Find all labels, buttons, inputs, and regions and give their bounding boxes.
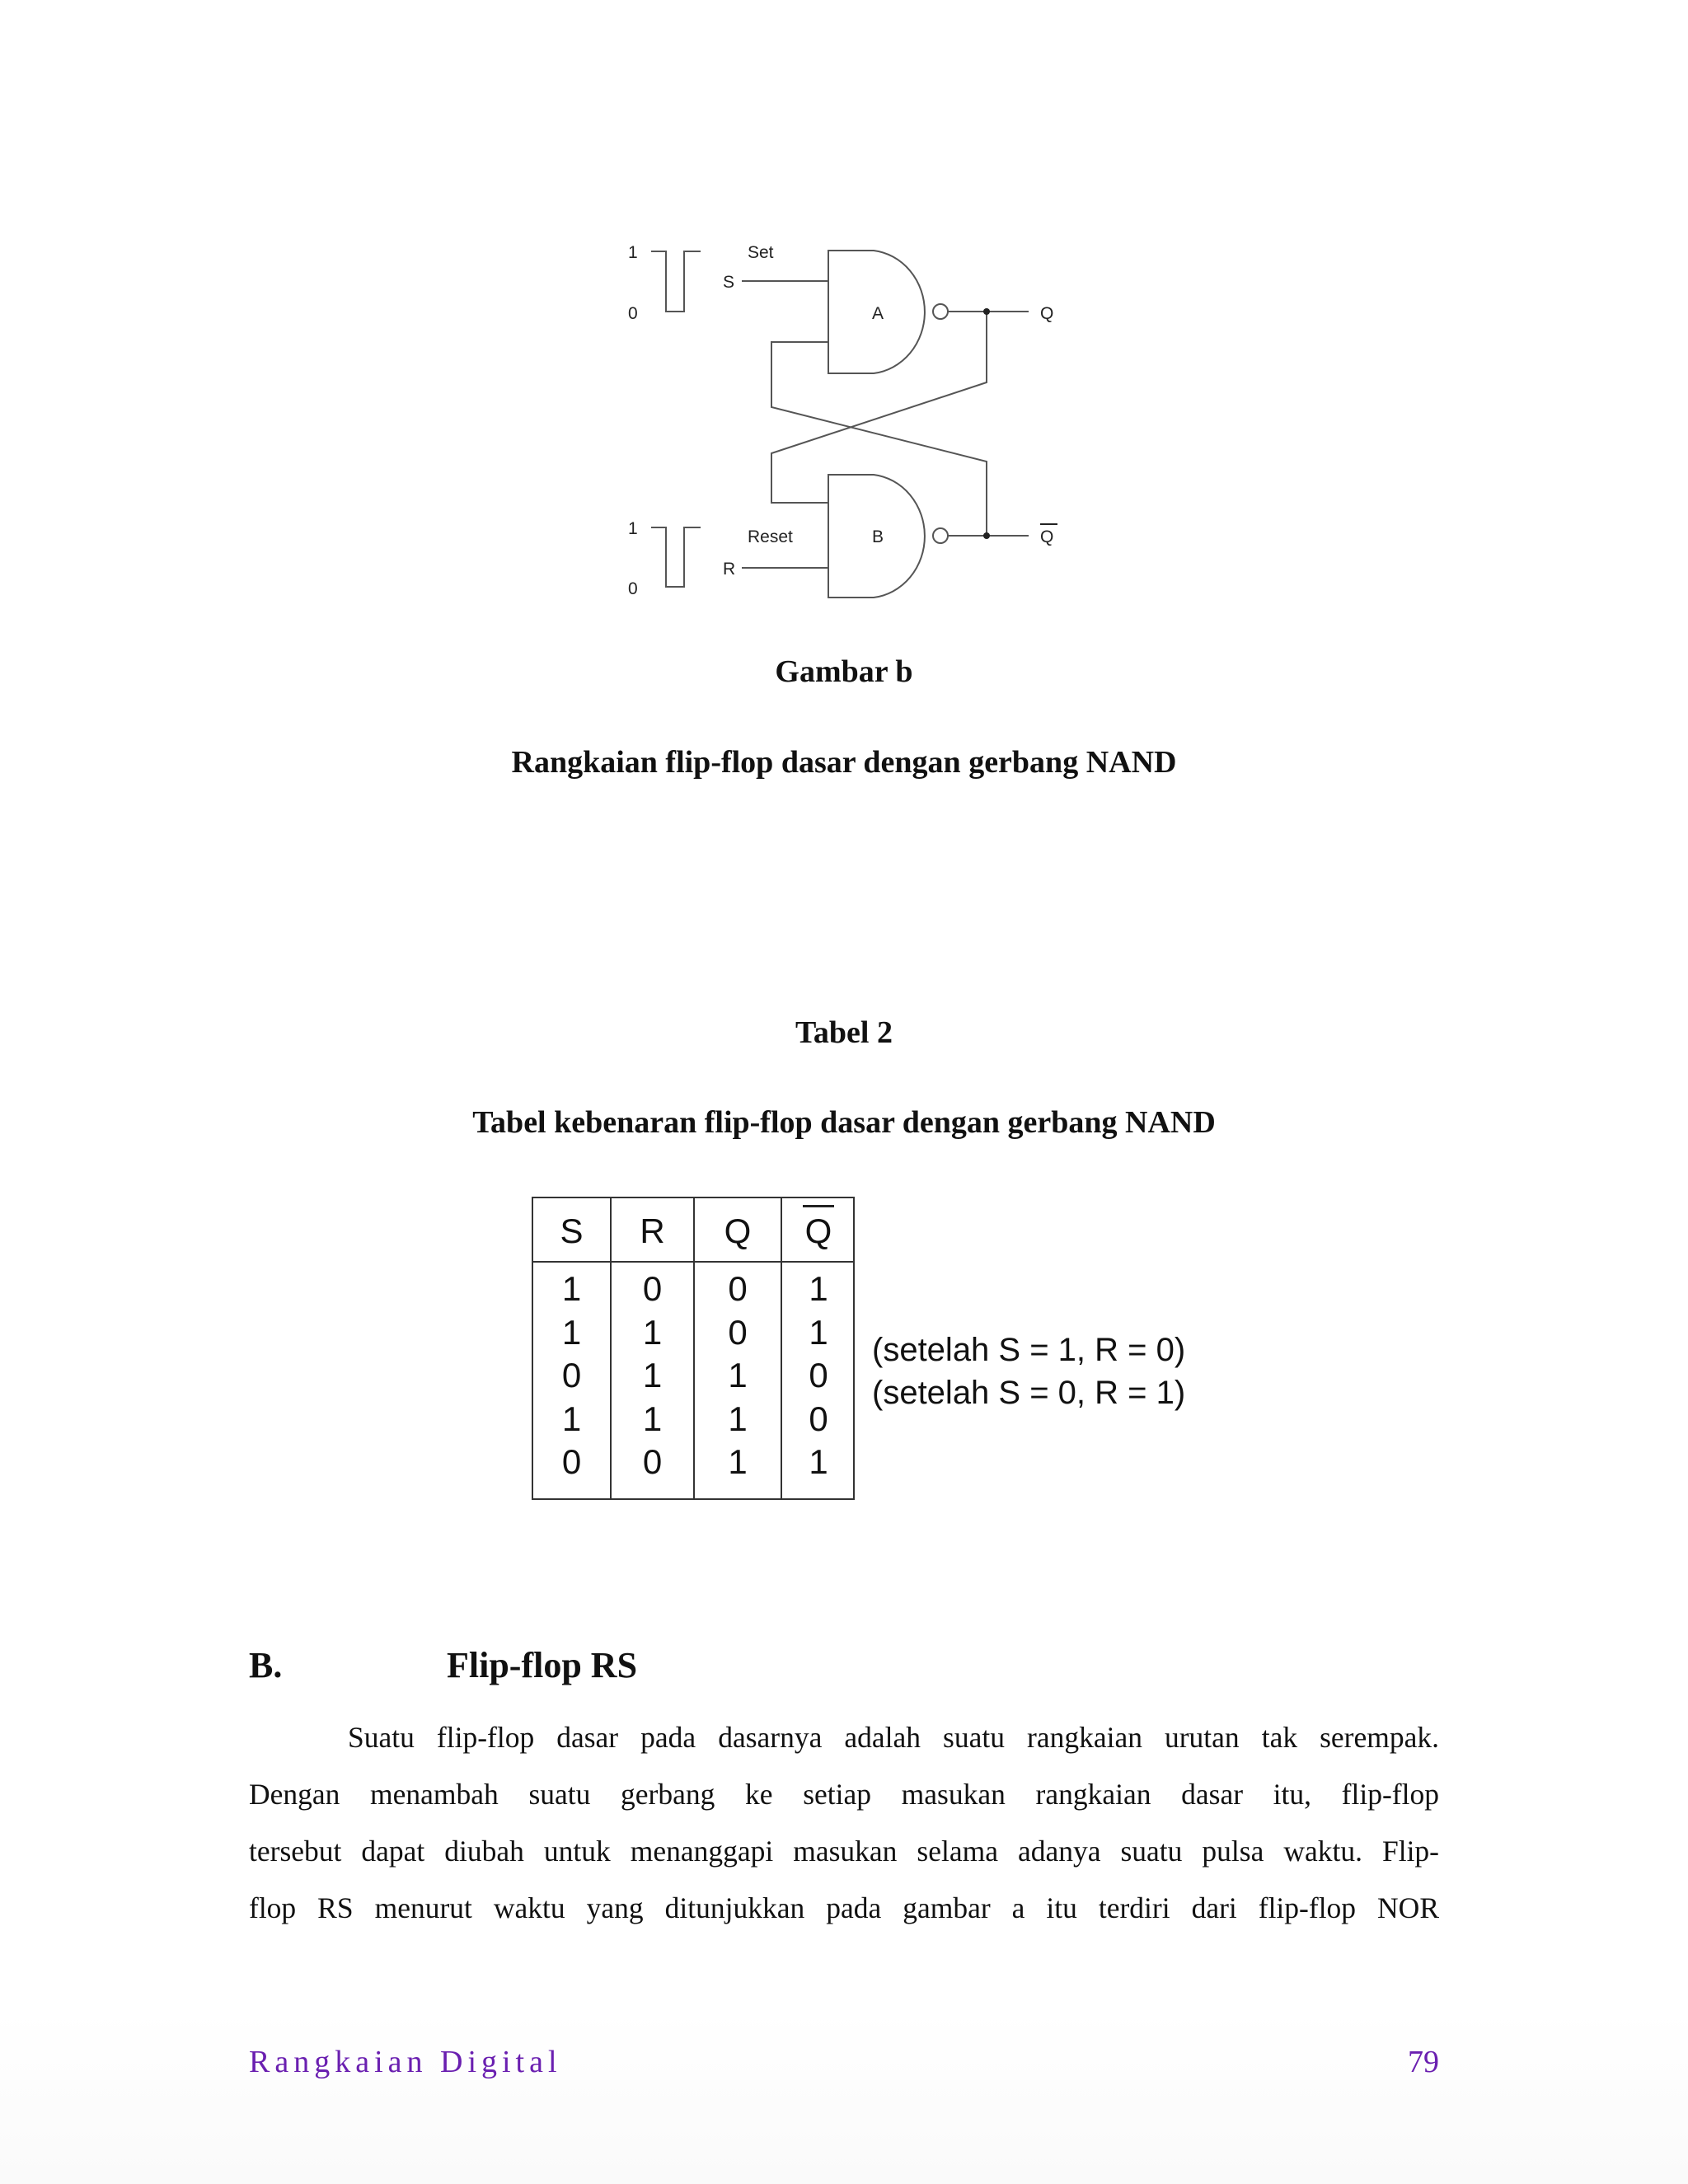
table-cell: 0 xyxy=(809,1356,828,1394)
set-label: Set xyxy=(748,243,774,262)
table-cell: 1 xyxy=(809,1269,828,1308)
column-header: S xyxy=(533,1198,610,1263)
paragraph-line: flop RS menurut waktu yang ditunjukkan pada gambar a itu terdiri dari flip-flop NOR xyxy=(249,1891,1439,1924)
table-note: (setelah S = 0, R = 1) xyxy=(872,1375,1186,1411)
truth-column-s xyxy=(533,1198,612,1498)
table-cell: 1 xyxy=(642,1399,663,1438)
table-cell: 1 xyxy=(561,1312,582,1352)
reset-pulse-low: 0 xyxy=(628,579,638,598)
table-note: (setelah S = 1, R = 0) xyxy=(872,1332,1186,1368)
r-label: R xyxy=(723,560,736,579)
reset-pulse-waveform xyxy=(651,527,701,587)
table-cell: 0 xyxy=(561,1356,582,1394)
table-cell: 0 xyxy=(561,1442,582,1481)
table-cell: 0 xyxy=(809,1399,828,1438)
truth-table-notes xyxy=(872,1329,1185,1414)
paragraph-line: Suatu flip-flop dasar pada dasarnya adalah suatu rangkaian urutan tak serempak. xyxy=(348,1721,1439,1754)
table-cell: 1 xyxy=(561,1399,582,1438)
table-cell: 1 xyxy=(809,1442,828,1481)
q-junction-dot xyxy=(983,308,990,315)
q-label: Q xyxy=(1040,304,1054,323)
table-cell: 0 xyxy=(642,1442,663,1481)
table-cell: 1 xyxy=(561,1269,582,1308)
paragraph-line: tersebut dapat diubah untuk menanggapi masukan selama adanya suatu pulsa waktu. Flip- xyxy=(249,1835,1439,1868)
reset-pulse-high: 1 xyxy=(628,519,638,538)
qbar-junction-dot xyxy=(983,532,990,539)
figure-caption: Rangkaian flip-flop dasar dengan gerbang NAND xyxy=(511,745,1177,780)
q-feedback-wire xyxy=(771,312,987,503)
table-cell: 0 xyxy=(642,1269,663,1308)
section-letter: B. xyxy=(249,1645,283,1685)
table-title: Tabel 2 xyxy=(795,1015,893,1050)
nand-flip-flop-diagram xyxy=(0,0,1688,626)
gate-b-label: B xyxy=(872,527,884,546)
qbar-label: Q xyxy=(1040,527,1054,546)
footer-book-title: Rangkaian Digital xyxy=(249,2045,562,2079)
section-title: Flip-flop RS xyxy=(447,1645,638,1685)
footer-band xyxy=(0,2011,1688,2184)
paragraph-line: Dengan menambah suatu gerbang ke setiap masukan rangkaian dasar itu, flip-flop xyxy=(249,1778,1439,1811)
section-paragraph xyxy=(249,1709,1439,1937)
column-header xyxy=(782,1198,855,1263)
s-label: S xyxy=(723,273,735,292)
table-cell: 1 xyxy=(809,1312,828,1352)
truth-column-q xyxy=(695,1198,782,1498)
column-header: Q xyxy=(695,1198,781,1263)
gate-a-label: A xyxy=(872,304,884,323)
table-cell: 1 xyxy=(728,1399,748,1438)
truth-column-qbar xyxy=(782,1198,855,1498)
set-pulse-low: 0 xyxy=(628,304,638,323)
gate-a-bubble xyxy=(933,304,948,319)
table-cell: 0 xyxy=(728,1269,748,1308)
table-cell: 1 xyxy=(642,1356,663,1394)
page-number: 79 xyxy=(1408,2045,1439,2079)
table-cell: 0 xyxy=(728,1312,748,1352)
truth-table xyxy=(532,1197,855,1500)
table-cell: 1 xyxy=(642,1312,663,1352)
table-caption: Tabel kebenaran flip-flop dasar dengan gerbang NAND xyxy=(472,1105,1216,1140)
qbar-header: Q xyxy=(805,1198,832,1264)
column-header: R xyxy=(612,1198,693,1263)
gate-a-feedback-wire xyxy=(771,342,987,481)
reset-label: Reset xyxy=(748,527,793,546)
table-cell: 1 xyxy=(728,1356,748,1394)
set-pulse-waveform xyxy=(651,251,701,312)
truth-column-r xyxy=(612,1198,695,1498)
set-pulse-high: 1 xyxy=(628,243,638,262)
gate-b-bubble xyxy=(933,528,948,543)
figure-title: Gambar b xyxy=(775,654,913,689)
table-cell: 1 xyxy=(728,1442,748,1481)
